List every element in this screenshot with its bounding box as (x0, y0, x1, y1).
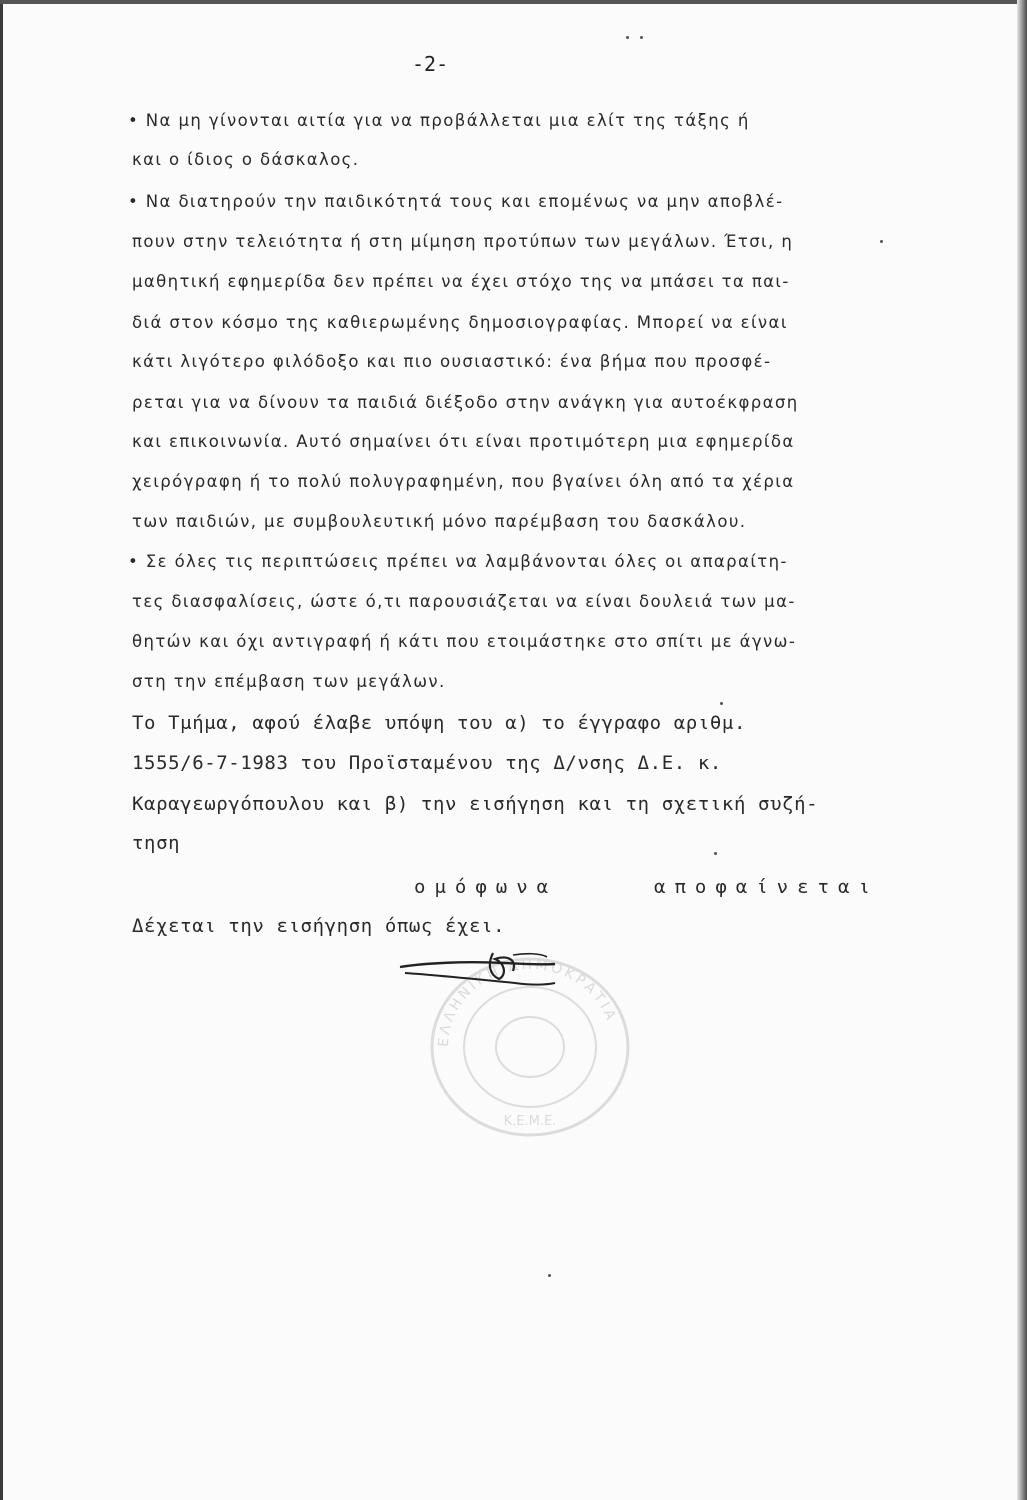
body-line: των παιδιών, με συμβουλευτική μόνο παρέμβαση του δασκάλου. (132, 512, 747, 531)
verdict-unanimous: ομόφωνα (414, 876, 558, 898)
resolution-line: Καραγεωργόπουλου και β) την εισήγηση και τη σχετική συζή- (132, 793, 819, 815)
decision-line: Δέχεται την εισήγηση όπως έχει. (132, 915, 506, 937)
scan-speck (714, 852, 717, 855)
body-line: • Να μη γίνονται αιτία για να προβάλλεται μια ελίτ της τάξης ή (128, 111, 750, 130)
stamp-bottom-text: Κ.Ε.Μ.Ε. (503, 1114, 557, 1129)
body-line: πουν στην τελειότητα ή στη μίμηση προτύπων των μεγάλων. Έτσι, η (132, 232, 794, 251)
resolution-line: Το Τμήμα, αφού έλαβε υπόψη του α) το έγγραφο αριθμ. (132, 712, 746, 734)
scan-left-edge (0, 0, 3, 1500)
resolution-line: 1555/6-7-1983 του Προϊσταμένου της Δ/νσης Δ.Ε. κ. (132, 752, 722, 774)
body-line: μαθητική εφημερίδα δεν πρέπει να έχει στόχο της να μπάσει τα παι- (132, 272, 790, 291)
signature (395, 945, 565, 995)
body-line: και επικοινωνία. Αυτό σημαίνει ότι είναι προτιμότερη μια εφημερίδα (132, 432, 795, 451)
verdict-decides: αποφαίνεται (654, 876, 879, 898)
body-line: τες διασφαλίσεις, ώστε ό,τι παρουσιάζεται να είναι δουλειά των μα- (132, 592, 796, 611)
body-line: • Να διατηρούν την παιδικότητά τους και επομένως να μην αποβλέ- (128, 192, 784, 211)
scan-speck (548, 1274, 551, 1277)
scan-speck (640, 36, 643, 39)
resolution-line: τηση (132, 832, 181, 854)
body-line: κάτι λιγότερο φιλόδοξο και πιο ουσιαστικό: ένα βήμα που προσφέ- (132, 352, 772, 371)
body-line: διά στον κόσμο της καθιερωμένης δημοσιογραφίας. Μπορεί να είναι (132, 313, 788, 332)
scan-top-edge (0, 0, 1027, 4)
body-line: • Σε όλες τις περιπτώσεις πρέπει να λαμβάνονται όλες οι απαραίτη- (128, 552, 788, 571)
scan-speck (880, 240, 883, 243)
scan-speck (626, 36, 629, 39)
body-line: θητών και όχι αντιγραφή ή κάτι που ετοιμάστηκε στο σπίτι με άγνω- (132, 632, 797, 651)
body-line: ρεται για να δίνουν τα παιδιά διέξοδο στην ανάγκη για αυτοέκφραση (132, 393, 799, 412)
body-line: και ο ίδιος ο δάσκαλος. (132, 150, 360, 169)
body-line: χειρόγραφη ή το πολύ πολυγραφημένη, που βγαίνει όλη από τα χέρια (132, 472, 795, 491)
page-number: -2- (412, 52, 449, 76)
scan-speck (720, 702, 723, 705)
body-line: στη την επέμβαση των μεγάλων. (132, 672, 446, 691)
scan-right-edge (1017, 0, 1027, 1500)
stamp-ring-text: ΕΛΛΗΝΙΚΗ ΔΗΜΟΚΡΑΤΙΑ (435, 956, 620, 1048)
